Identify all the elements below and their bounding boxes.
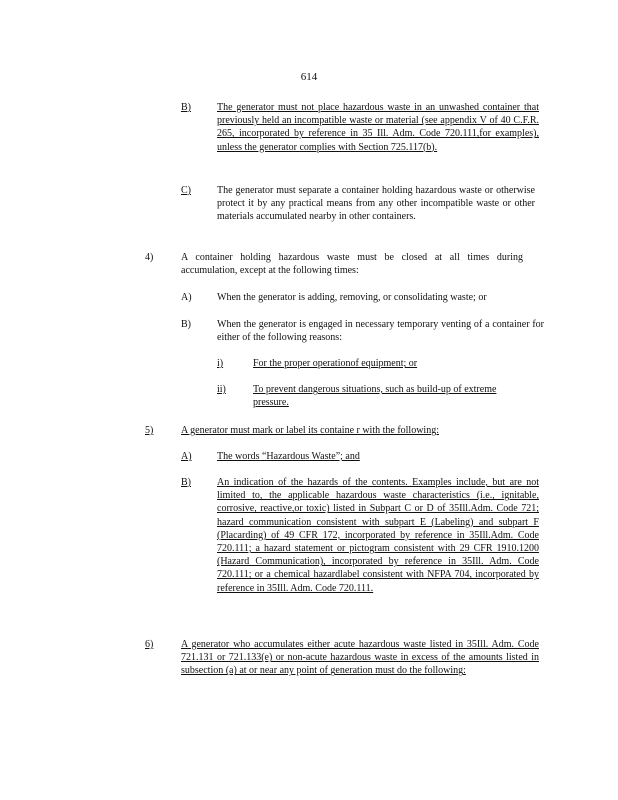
item-text: A generator must mark or label its containe r with the following: [181, 425, 439, 436]
item-label: 6) [145, 639, 154, 650]
item-label: C) [181, 185, 191, 196]
item-label: B) [181, 102, 191, 113]
item-label: B) [181, 319, 191, 330]
item-label: ii) [217, 384, 226, 395]
item-label: i) [217, 358, 224, 369]
item-text: The generator must separate a container holding hazardous waste or otherwise protect it by any practical means from any other incompatible waste or other materials accumulated nearby in other containers. [217, 185, 535, 223]
item-text: When the generator is engaged in necessary temporary venting of a container for either of the following reasons: [217, 319, 544, 344]
item-label: 4) [145, 252, 154, 263]
item-text: For the proper operationof equipment; or [253, 358, 418, 369]
item-text: A container holding hazardous waste must be closed at all times during accumulation, except at the following times: [181, 252, 523, 277]
item-label: B) [181, 477, 191, 488]
item-label: A) [181, 451, 192, 462]
item-label: A) [181, 292, 192, 303]
page-number: 614 [300, 71, 318, 83]
item-label: 5) [145, 425, 154, 436]
item-text: An indication of the hazards of the contents. Examples include, but are not limited to, the applicable hazardous waste characteristics (i.e., ignitable, corrosive, reactive,or toxic) listed in Subpart C or D of 35Ill.Adm. Code 721; hazard communication consistent with subpart E (Labeling) and subpart F (Placarding) of 49 CFR 172, incorporated by reference in 35Ill.Adm. Code 720.111; a hazard statement or pictogram consistent with 29 CFR 1910.1200 (Hazard Communication), incorporated by reference in 35Ill. Adm. Code 720.111; or a chemical hazardlabel consistent with NFPA 704, incorporated by reference in 35Ill. Adm. Code 720.111. [217, 477, 539, 594]
item-text: The words “Hazardous Waste”; and [217, 451, 360, 462]
item-text: To prevent dangerous situations, such as build-up of extreme pressure. [253, 384, 497, 409]
item-text: A generator who accumulates either acute hazardous waste listed in 35Ill. Adm. Code 721.131 or 721.133(e) or non-acute hazardous waste in excess of the amounts listed in subsection (a) at or near any point of generation must do the following: [181, 639, 539, 677]
item-text: When the generator is adding, removing, or consolidating waste; or [217, 292, 487, 303]
item-text: The generator must not place hazardous waste in an unwashed container that previously held an incompatible waste or material (see appendix V of 40 C.F.R. 265, incorporated by reference in 35 Ill. Adm. Code 720.111,for examples), unless the generator complies with Section 725.117(b). [217, 102, 539, 153]
